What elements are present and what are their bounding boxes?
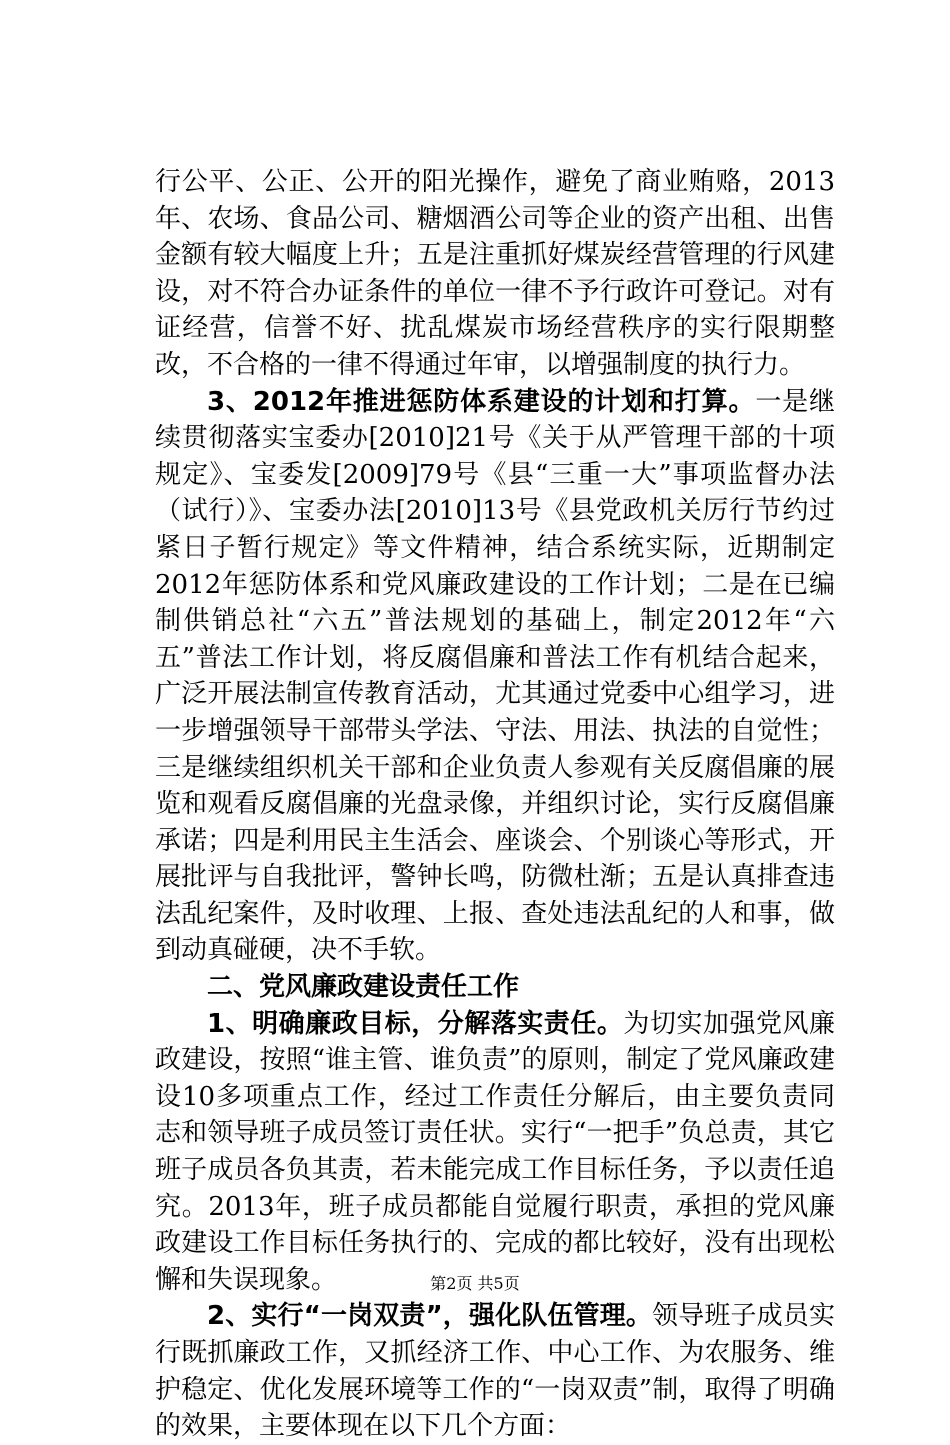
paragraph-lead: 3、2012年推进惩防体系建设的计划和打算。 bbox=[207, 386, 756, 417]
paragraph-text: 一是继续贯彻落实宝委办[2010]21号《关于从严管理干部的十项规定》、宝委发[2009]79号《县“三重一大”事项监督办法（试行）》、宝委办法[2010]13号《县党政机关厉行节约过紧日子暂行规定》等文件精神，结合系统实际，近期制定2012年惩防体系和党风廉政建设的工作计划；二是在已编制供销总社“六五”普法规划的基础上，制定2012年“六五”普法工作计划，将反腐倡廉和普法工作有机结合起来，广泛开展法制宣传教育活动，尤其通过党委中心组学习，进一步增强领导干部带头学法、守法、用法、执法的自觉性；三是继续组织机关干部和企业负责人参观有关反腐倡廉的展览和观看反腐倡廉的光盘录像，并组织讨论，实行反腐倡廉承诺；四是利用民主生活会、座谈会、个别谈心等形式，开展批评与自我批评，警钟长鸣，防微杜渐；五是认真排查违法乱纪案件，及时收理、上报、查处违法乱纪的人和事，做到动真碰硬，决不手软。 bbox=[155, 386, 835, 966]
paragraph-lead: 2、实行“一岗双责”，强化队伍管理。 bbox=[207, 1301, 653, 1332]
paragraph-continuation bbox=[155, 164, 835, 384]
section-heading bbox=[155, 969, 835, 1006]
paragraph-dual-duty bbox=[155, 1298, 835, 1444]
paragraph-text: 行公平、公正、公开的阳光操作，避免了商业贿赂，2013年、农场、食品公司、糖烟酒公司等企业的资产出租、出售金额有较大幅度上升；五是注重抓好煤炭经营管理的行风建设，对不符合办证条件的单位一律不予行政许可登记。对有证经营，信誉不好、扰乱煤炭市场经营秩序的实行限期整改，不合格的一律不得通过年审，以增强制度的执行力。 bbox=[155, 167, 835, 380]
document-body bbox=[155, 164, 835, 1445]
page-number: 第2页 共5页 bbox=[430, 1274, 520, 1293]
paragraph-plan bbox=[155, 384, 835, 970]
paragraph-text: 为切实加强党风廉政建设，按照“谁主管、谁负责”的原则，制定了党风廉政建设10多项重点工作，经过工作责任分解后，由主要负责同志和领导班子成员签订责任状。实行“一把手”负总责，其它班子成员各负其责，若未能完成工作目标任务，予以责任追究。2013年，班子成员都能自觉履行职责，承担的党风廉政建设工作目标任务执行的、完成的都比较好，没有出现松懈和失误现象。 bbox=[155, 1008, 835, 1295]
section-heading-text: 二、党风廉政建设责任工作 bbox=[207, 972, 520, 1003]
paragraph-text: 领导班子成员实行既抓廉政工作，又抓经济工作、中心工作、为农服务、维护稳定、优化发展环境等工作的“一岗双责”制，取得了明确的效果，主要体现在以下几个方面： bbox=[155, 1301, 835, 1442]
page-footer bbox=[0, 1274, 950, 1294]
paragraph-target-responsibility bbox=[155, 1006, 835, 1299]
paragraph-lead: 1、明确廉政目标，分解落实责任。 bbox=[207, 1008, 624, 1039]
